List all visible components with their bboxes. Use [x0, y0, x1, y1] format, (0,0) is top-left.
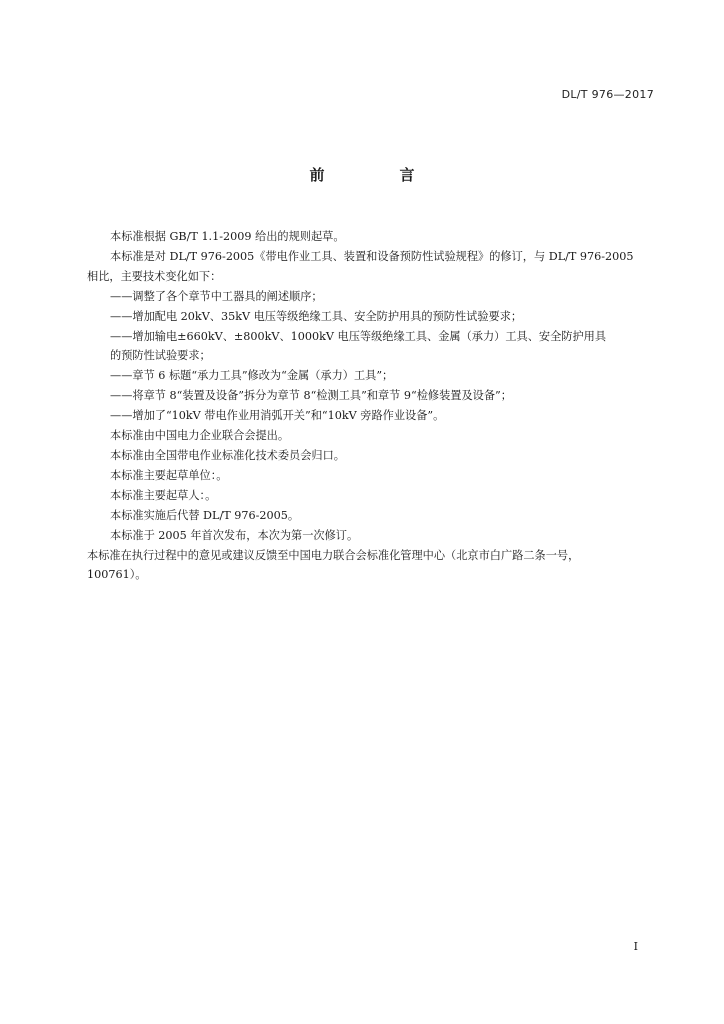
- change-item: ——增加配电 20kV、35kV 电压等级绝缘工具、安全防护用具的预防性试验要求；: [110, 309, 523, 323]
- change-item: ——将章节 8“装置及设备”拆分为章节 8“检测工具”和章节 9“检修装置及设备”；: [110, 389, 512, 403]
- paragraph-line: 本标准根据 GB/T 1.1-2009 给出的规则起草。: [110, 230, 345, 243]
- paragraph-line: 本标准在执行过程中的意见或建议反馈至中国电力联合会标准化管理中心（北京市白广路二条一号，: [87, 548, 580, 562]
- paragraph-line: 本标准主要起草单位：。: [110, 468, 228, 482]
- paragraph-line: 本标准由中国电力企业联合会提出。: [110, 429, 290, 443]
- change-item-continuation: 的预防性试验要求；: [110, 349, 211, 363]
- foreword-body: [87, 227, 657, 585]
- paragraph-line: 100761）。: [87, 568, 147, 582]
- change-item: ——增加了“10kV 带电作业用消弧开关”和“10kV 旁路作业设备”。: [110, 409, 445, 423]
- change-item: ——增加输电±660kV、±800kV、1000kV 电压等级绝缘工具、金属（承力）工具、安全防护用具: [110, 329, 607, 343]
- paragraph-line: 本标准主要起草人：。: [110, 488, 217, 502]
- change-item: ——调整了各个章节中工器具的阐述顺序；: [110, 289, 323, 303]
- paragraph-line: 本标准由全国带电作业标准化技术委员会归口。: [110, 448, 345, 462]
- change-item: ——章节 6 标题“承力工具”修改为“金属（承力）工具”；: [110, 369, 394, 383]
- header-rule: [87, 106, 654, 107]
- paragraph-line: 相比，主要技术变化如下：: [87, 269, 222, 283]
- page-number: I: [633, 940, 638, 953]
- paragraph-line: 本标准是对 DL/T 976-2005《带电作业工具、装置和设备预防性试验规程》的修订，与 DL/T 976-2005: [110, 249, 634, 263]
- paragraph-line: 本标准于 2005 年首次发布，本次为第一次修订。: [110, 528, 359, 542]
- page-title: 前 言: [309, 166, 445, 184]
- standard-code: DL/T 976—2017: [561, 88, 654, 101]
- paragraph-line: 本标准实施后代替 DL/T 976-2005。: [110, 508, 300, 522]
